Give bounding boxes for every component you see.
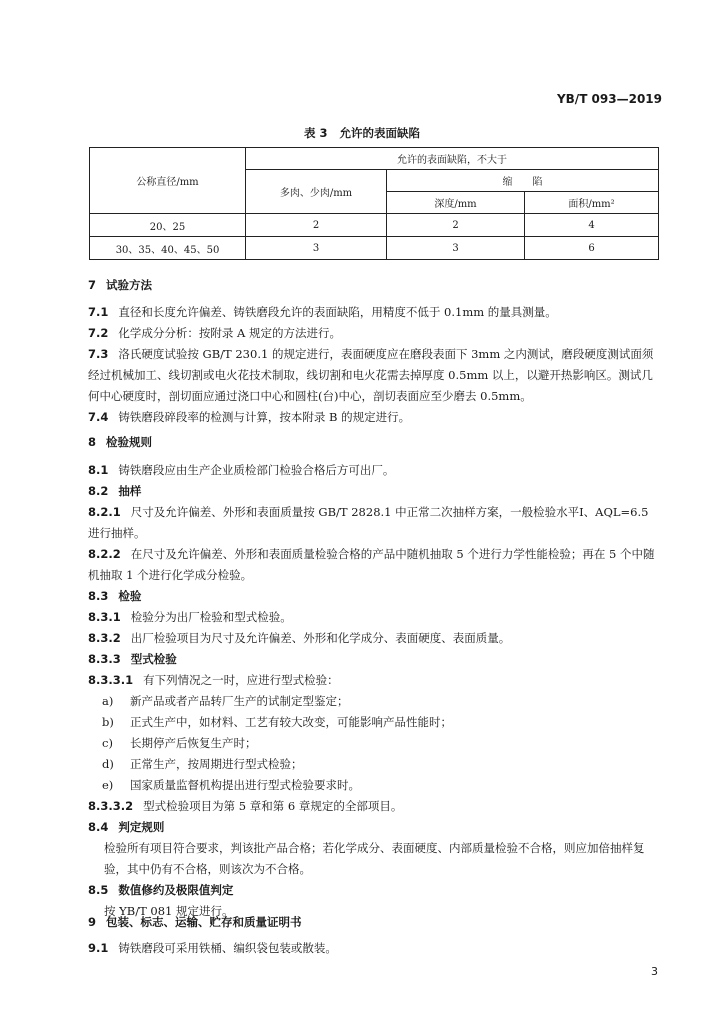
clause-7-2: 7.2 化学成分分析：按附录 A 规定的方法进行。 (88, 326, 341, 340)
section-7-body (88, 302, 662, 428)
clause-8-1: 8.1 铸铁磨段应由生产企业质检部门检验合格后方可出厂。 (88, 463, 395, 477)
clause-8-3: 8.3 检验 (88, 589, 142, 603)
clause-8-3-3-2: 8.3.3.2 型式检验项目为第 5 章和第 6 章规定的全部项目。 (88, 799, 403, 813)
cell-diameter: 20、25 (90, 214, 246, 237)
table-number: 表 3 (303, 126, 328, 140)
list-item: d) 正常生产，按周期进行型式检验； (102, 757, 303, 771)
clause-7-1: 7.1 直径和长度允许偏差、铸铁磨段允许的表面缺陷，用精度不低于 0.1mm 的量具测量。 (88, 305, 557, 319)
table-title: 允许的表面缺陷 (339, 126, 420, 140)
cell-depth: 2 (387, 214, 525, 237)
header-depth: 深度/mm (387, 192, 525, 214)
table-row (90, 237, 659, 260)
section-8-body (88, 460, 662, 922)
clause-7-4: 7.4 铸铁磨段碎段率的检测与计算，按本附录 B 的规定进行。 (88, 410, 411, 424)
section-8-heading: 8 检验规则 (88, 435, 153, 449)
cell-excess: 2 (246, 214, 387, 237)
header-shrinkage: 缩 陷 (387, 170, 659, 192)
clause-8-2: 8.2 抽样 (88, 484, 142, 498)
standard-number: YB/T 093—2019 (556, 92, 662, 106)
list-item: a) 新产品或者产品转厂生产的试制定型鉴定； (102, 694, 349, 708)
table-caption (0, 125, 724, 141)
header-excess-deficit: 多肉、少肉/mm (246, 170, 387, 214)
clause-8-3-1: 8.3.1 检验分为出厂检验和型式检验。 (88, 610, 292, 624)
section-9-body (88, 938, 662, 959)
clause-8-4: 8.4 判定规则 (88, 820, 165, 834)
surface-defects-table (89, 147, 659, 260)
clause-8-3-2: 8.3.2 出厂检验项目为尺寸及允许偏差、外形和化学成分、表面硬度、表面质量。 (88, 631, 511, 645)
clause-8-2-1: 8.2.1 尺寸及允许偏差、外形和表面质量按 GB/T 2828.1 中正常二次抽样方案，一般检验水平Ⅰ、AQL=6.5 进行抽样。 (88, 505, 649, 540)
clause-7-3: 7.3 洛氏硬度试验按 GB/T 230.1 的规定进行，表面硬度应在磨段表面下 3mm 之内测试，磨段硬度测试面须经过机械加工、线切割或电火花技术制取，线切割和电火花需去掉厚度 0.5mm 以上，以避开热影响区。测试几何中心硬度时，剖切面应通过浇口中心和圆柱(台)中心，剖切表面应至少磨去 0.5mm。 (88, 347, 654, 403)
clause-8-5: 8.5 数值修约及极限值判定 (88, 883, 234, 897)
header-allowed-defects: 允许的表面缺陷，不大于 (246, 148, 659, 170)
page-number: 3 (651, 965, 658, 978)
list-item: b) 正式生产中，如材料、工艺有较大改变，可能影响产品性能时； (102, 715, 452, 729)
header-area: 面积/mm² (525, 192, 659, 214)
clause-8-3-3: 8.3.3 型式检验 (88, 652, 177, 666)
section-7-heading: 7 试验方法 (88, 278, 153, 292)
list-item: e) 国家质量监督机构提出进行型式检验要求时。 (102, 778, 360, 792)
cell-area: 6 (525, 237, 659, 260)
cell-diameter: 30、35、40、45、50 (90, 237, 246, 260)
list-item: c) 长期停产后恢复生产时； (102, 736, 257, 750)
clause-9-1: 9.1 铸铁磨段可采用铁桶、编织袋包装或散装。 (88, 941, 337, 955)
clause-8-4-text: 检验所有项目符合要求，判该批产品合格；若化学成分、表面硬度、内部质量检验不合格，则应加倍抽样复验，其中仍有不合格，则该次为不合格。 (104, 841, 645, 876)
clause-8-3-3-1: 8.3.3.1 有下列情况之一时，应进行型式检验： (88, 673, 339, 687)
table-row (90, 214, 659, 237)
section-9-heading: 9 包装、标志、运输、贮存和质量证明书 (88, 915, 302, 929)
cell-area: 4 (525, 214, 659, 237)
clause-8-5-text: 按 YB/T 081 规定进行。 (104, 904, 234, 918)
cell-excess: 3 (246, 237, 387, 260)
cell-depth: 3 (387, 237, 525, 260)
header-nominal-diameter: 公称直径/mm (90, 148, 246, 214)
clause-8-2-2: 8.2.2 在尺寸及允许偏差、外形和表面质量检验合格的产品中随机抽取 5 个进行力学性能检验；再在 5 个中随机抽取 1 个进行化学成分检验。 (88, 547, 655, 582)
